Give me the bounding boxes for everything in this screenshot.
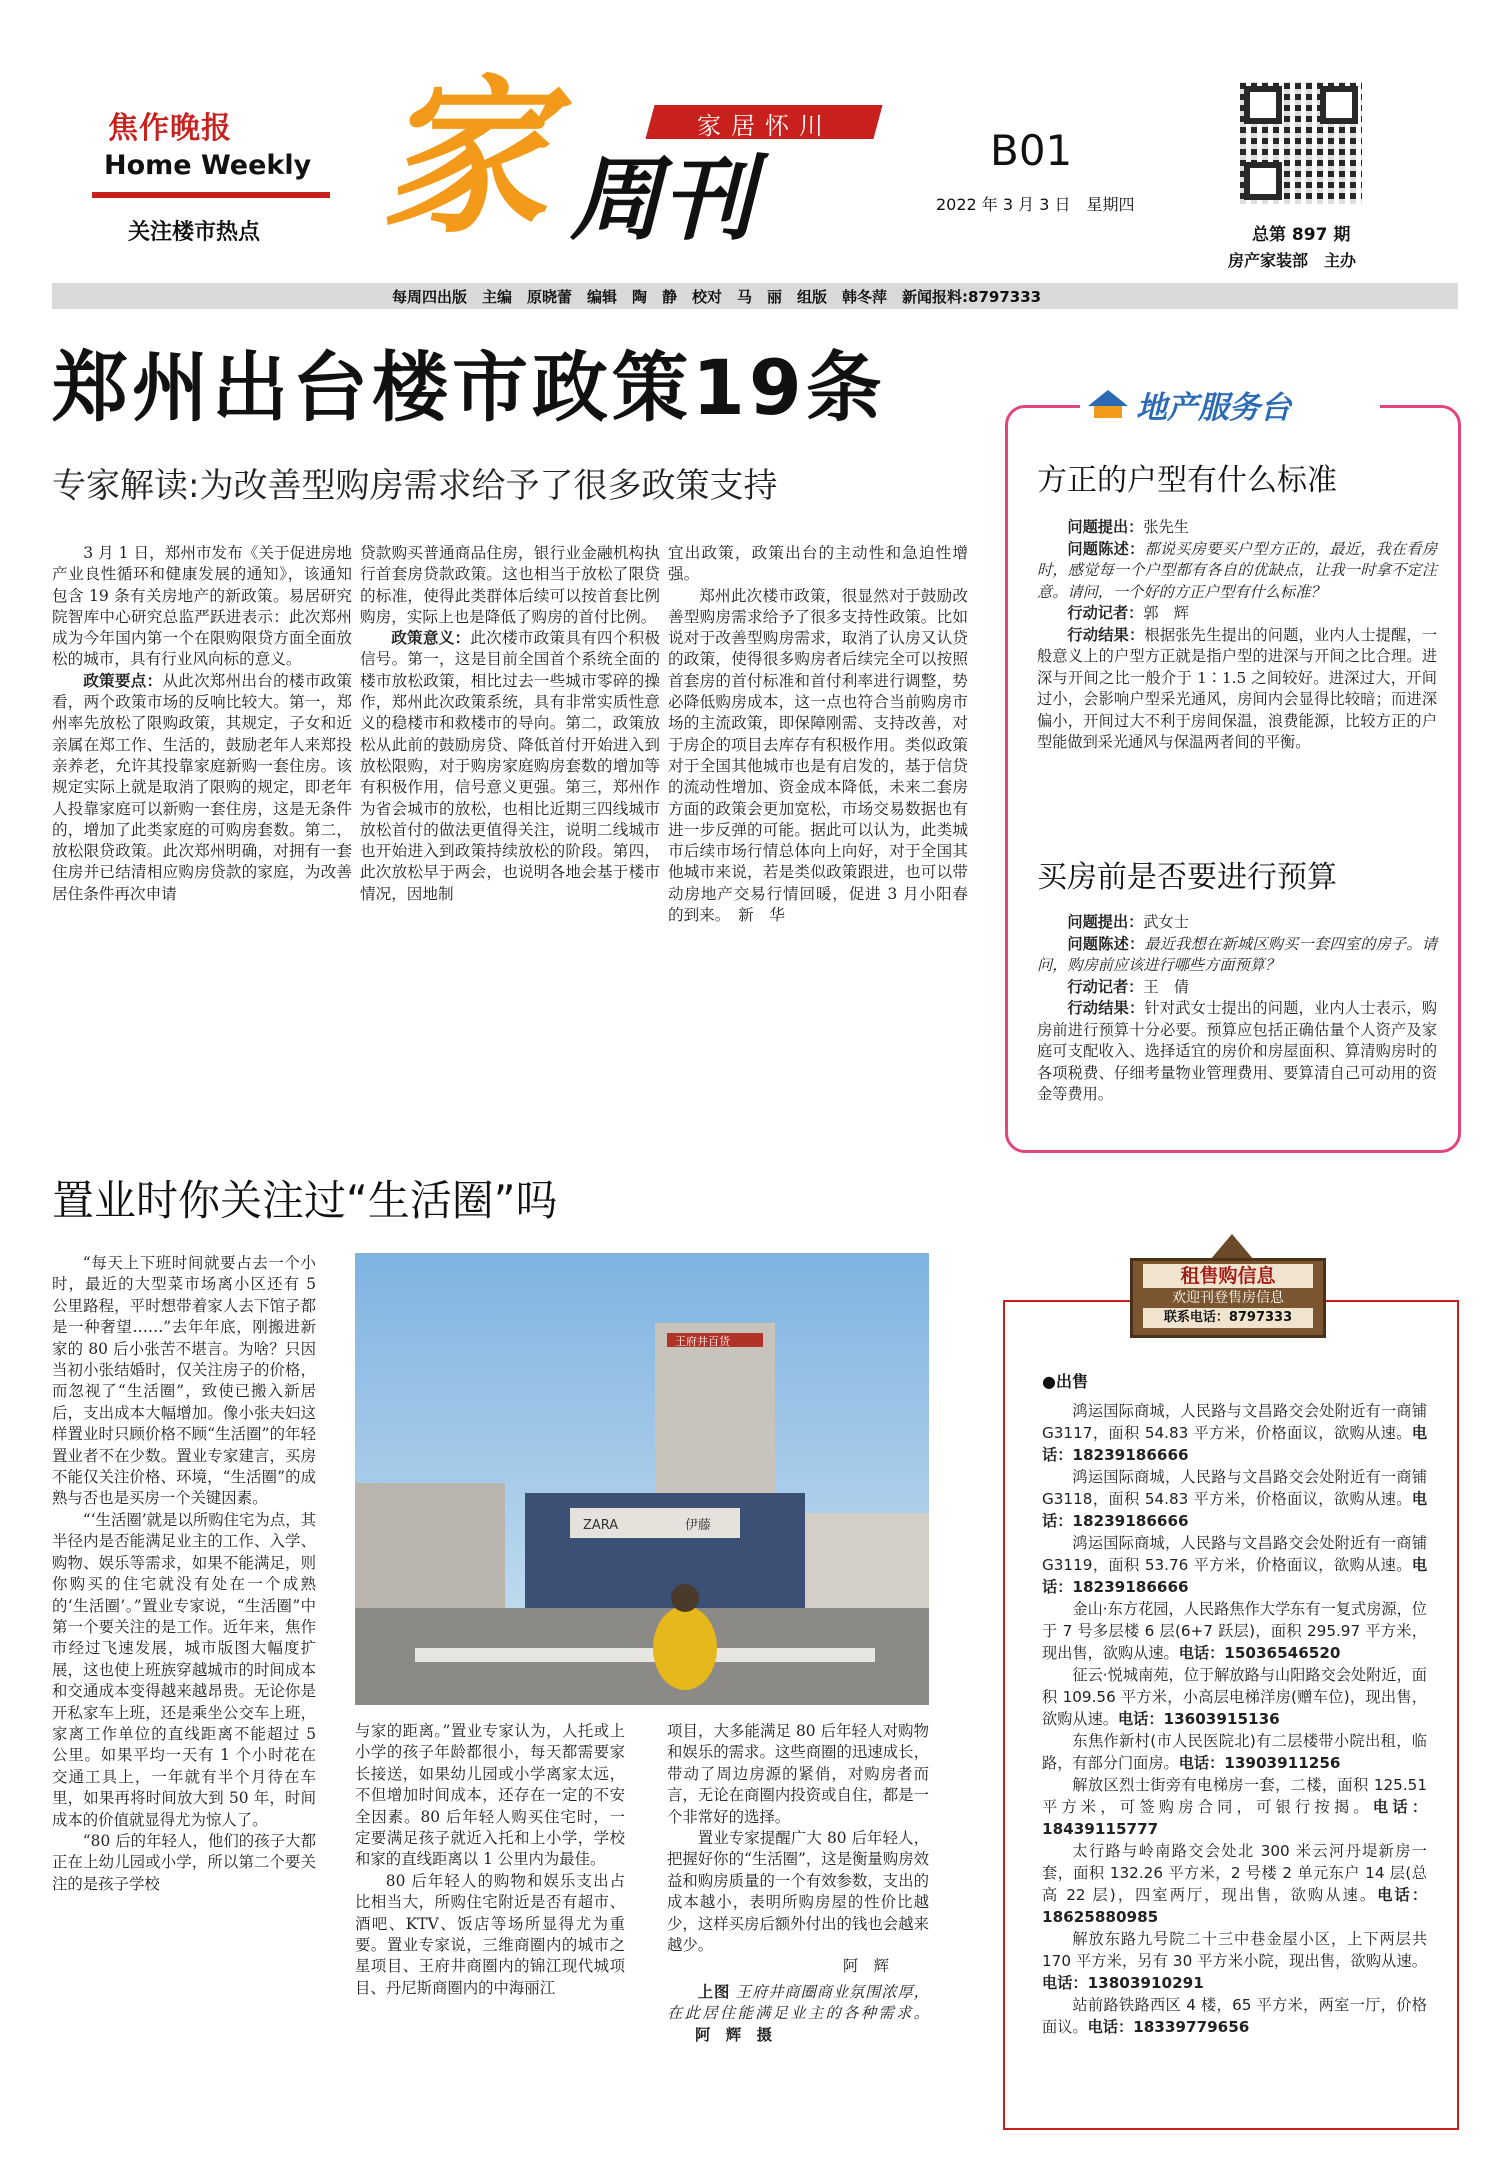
classified-ad-text: 征云·悦城南苑，位于解放路与山阳路交会处附近，面积 109.56 平方米，小高层电梯洋房(赠车位)，现出售，欲购从速。 [1042,1666,1427,1728]
q1-body [1037,517,1437,754]
photo-caption-lead: 上图 [697,1982,731,2001]
feature-photo [355,1253,929,1705]
q1-result-line [1037,625,1437,754]
classified-section: ●出售 [1042,1372,1088,1391]
classified-ad-tel-label: 电话：18339779656 [1087,2018,1250,2036]
info-bar-text: 每周四出版 主编 原晓蕾 编辑 陶 静 校对 马 丽 组版 韩冬萍 新闻报料:8797333 [392,288,1042,306]
q2-body [1037,912,1437,1106]
q2-desc-label: 问题陈述： [1067,934,1145,953]
classified-ad-text: 太行路与岭南路交会处北 300 米云河丹堤新房一套，面积 132.26 平方米，2 号楼 2 单元东户 14 层(总高 22 层)，四室两厅，现出售，欲购从速。 [1042,1842,1427,1904]
classified-ad-text: 东焦作新村(市人民医院北)有二层楼带小院出租，临路，有部分门面房。 [1042,1732,1427,1772]
photo-caption-text: 王府井商圈商业氛围浓厚，在此居住能满足业主的各种需求。 [667,1982,929,2023]
issue-total: 总第 897 期 [1252,225,1351,245]
feat-c1-p2: “‘生活圈’就是以所购住宅为点，其半径内是否能满足业主的工作、入学、购物、娱乐等需求，如果不能满足，则你购买的住宅就没有处在一个成熟的‘生活圈’。”置业专家说，“生活圈”中第一个要关注的是工作。近年来，焦作市经过飞速发展，城市版图大幅度扩展，这也使上班族穿越城市的时间成本和交通成本变得越来越昂贵。无论你是开私家车上班，还是乘坐公交车上班，家离工作单位的直线距离不能超过 5 公里。如果平均一天有 1 个小时花在交通工具上，一年就有半个月待在车里，如果再将时间放大到 50 年，时间成本的价值就显得尤为惊人了。 [52,1510,316,1829]
classified-list [1042,1400,1427,2038]
feat-c2-p2: 80 后年轻人的购物和娱乐支出占比相当大，所购住宅附近是否有超市、酒吧、KTV、饭店等场所显得尤为重要。置业专家说，三维商圈内的城市之星项目、王府井商圈内的锦江现代城项目、丹尼斯商圈内的中海丽江 [355,1871,625,1997]
feature-column-3 [667,1721,929,2046]
lead-c1-bold: 政策要点： [83,671,163,690]
photo-crosswalk [415,1648,875,1662]
classified-ad-text: 解放东路九号院二十三中巷金屋小区，上下两层共 170 平方米，另有 30 平方米小院，现出售，欲购从速。 [1042,1930,1427,1970]
q1-desc: 都说买房要买户型方正的，最近，我在看房时，感觉每一个户型都有各自的优缺点，让我一时拿不定注意。请问，一个好的方正户型有什么标准？ [1037,539,1438,601]
q2-reporter-label: 行动记者： [1067,977,1144,996]
lead-c2-bold: 政策意义： [391,629,471,648]
lead-c3-p1: 宜出政策，政策出台的主动性和急迫性增强。 [668,544,968,584]
classified-ad [1042,1466,1427,1532]
q2-asker: 武女士 [1143,913,1189,931]
photo-sign-3: 伊藤 [685,1518,712,1533]
classified-ad [1042,1400,1427,1466]
photo-sign-1: 王府井百货 [675,1335,730,1348]
photo-caption [667,1982,929,2046]
paper-sub-name: Home Weekly [104,150,312,181]
classified-ad [1042,1994,1427,2038]
q2-result: 针对武女士提出的问题，业内人士表示，购房前进行预算十分必要。预算应包括正确估量个人资产及家庭可支配收入、选择适宜的房价和房屋面积、算清购房时的各项税费、仔细考量物业管理费用、要算清自己可动用的资金等费用。 [1037,999,1438,1103]
classified-hanger [1210,1234,1254,1260]
classified-ad [1042,1532,1427,1598]
classified-subtitle: 欢迎刊登售房信息 [1172,1290,1284,1306]
lead-c1-p2-text: 从此次郑州出台的楼市政策看，两个政策市场的反响比较大。第一，郑州率先放松了限购政策，其规定，子女和近亲属在郑工作、生活的，鼓励老年人来郑投亲养老，允许其投靠家庭新购一套住房。该规定实际上就是取消了限购的规定，即老年人投靠家庭可以新购一套住房，这是无条件的，增加了此类家庭的可购房套数。第二，放松限贷政策。此次郑州明确，对拥有一套住房并已结清相应购房贷款的家庭，为改善居住条件再次申请 [52,671,352,903]
tagline: 关注楼市热点 [128,220,261,245]
house-icon-base [1094,406,1122,418]
feature-author: 阿 辉 [842,1957,889,1976]
classified-ad-tel-label: 电话：13803910291 [1042,1974,1204,1992]
feat-c2-p1: 与家的距离。”置业专家认为，人托或上小学的孩子年龄都很小，每天都需要家长接送，如果幼儿园或小学离家太远，不但增加时间成本，还存在一定的不安全因素。80 后年轻人购买住宅时，一定要满足孩子就近入托和上小学，学校和家的直线距离以 1 公里内为最佳。 [355,1722,625,1869]
q2-title: 买房前是否要进行预算 [1037,860,1337,895]
classified-hotline: 联系电话：8797333 [1143,1308,1313,1328]
lead-c1-p1: 3 月 1 日，郑州市发布《关于促进房地产业良性循环和健康发展的通知》，该通知包含 19 条有关房地产的新政策。易居研究院智库中心研究总监严跃进表示：此次郑州成为今年国内第一个在限购限贷方面全面放松的城市，具有行业风向标的意义。 [52,544,352,669]
masthead-rule [92,192,330,198]
feature-column-2 [355,1721,625,1999]
q1-reporter: 郭 辉 [1143,604,1189,622]
lead-column-2 [360,543,660,905]
logo-big [380,58,900,256]
classified-ad-text: 鸿运国际商城，人民路与文昌路交会处附近有一商铺 G3117，面积 54.83 平方米，价格面议，欲购从速。 [1042,1402,1427,1442]
classified-ad [1042,1840,1427,1928]
q2-result-line [1037,998,1437,1106]
classified-ad-tel-label: 电话：18625880985 [1042,1886,1428,1926]
lead-column-1 [52,543,352,905]
classified-ad-tel-label: 电话：18439115777 [1042,1798,1428,1838]
classified-ad-text: 金山·东方花园，人民路焦作大学东有一复式房源，位于 7 号多层楼 6 层(6+7 跃层)，面积 295.97 平方米，现出售，欲购从速。 [1042,1600,1427,1662]
lead-subtitle: 专家解读:为改善型购房需求给予了很多政策支持 [52,466,778,506]
q2-result-label: 行动结果： [1067,999,1145,1017]
logo-banner-text: 家居怀川 [697,112,833,140]
classified-title: 租售购信息 [1143,1264,1313,1288]
lead-c2-p2-text: 此次楼市政策具有四个积极信号。第一，这是目前全国首个系统全面的楼市放松政策，相比过去一些城市零碎的操作，郑州此次政策系统，具有非常实质性意义的稳楼市和救楼市的导向。第二，政策放松从此前的鼓励房贷、降低首付开始进入到放松限购，对于购房家庭购房套数的增加等有积极作用，信号意义更强。第三，郑州作为省会城市的放松，也相比近期三四线城市放松首付的做法更值得关注，说明二线城市也开始进入到政策持续放松的阶段。第四，此次放松早于两会，也说明各地会基于楼市情况，因地制 [360,629,660,903]
lead-c1-p2 [52,671,352,905]
classified-ad-tel-label: 电话：13903911256 [1178,1754,1341,1772]
photo-right-building [805,1513,929,1608]
logo-char-home: 家 [380,58,548,256]
classified-ad-tel-label: 电话：13603915136 [1117,1710,1280,1728]
classified-ad-tel-label: 电话：18239186666 [1042,1490,1427,1530]
classified-ad-tel-label: 电话：15036546520 [1178,1644,1341,1662]
page-number: B01 [990,126,1073,175]
classified-ad [1042,1774,1427,1840]
feat-c1-p3: “80 后的年轻人，他们的孩子大都正在上幼儿园或小学，所以第二个要关注的是孩子学校 [52,1831,316,1893]
photo-rider-head [671,1584,699,1612]
q1-asker: 张先生 [1143,518,1189,536]
service-desk-title: 地产服务台 [1136,390,1291,426]
q2-desc-line [1037,934,1437,977]
photo-sign-2: ZARA [583,1518,619,1533]
qr-code [1240,82,1362,204]
lead-c2-p1: 贷款购买普通商品住房，银行业金融机构执行首套房贷款政策。这也相当于放松了限贷的标准，使得此类群体后续可以按首套比例购房，实际上也是降低了购房的首付比例。 [360,544,660,626]
q2-desc: 最近我想在新城区购买一套四室的房子。请问，购房前应该进行哪些方面预算？ [1037,934,1438,974]
feat-c3-p1: 项目，大多能满足 80 后年轻人对购物和娱乐的需求。这些商圈的迅速成长，带动了周边房源的紧俏，对购房者而言，无论在商圈内投资或自住，都是一个非常好的选择。 [667,1722,929,1826]
lead-headline: 郑州出台楼市政策19条 [52,343,886,432]
lead-c2-p2 [360,628,660,905]
photo-left-buildings [355,1483,505,1608]
q1-result: 根据张先生提出的问题，业内人士提醒，一般意义上的户型方正就是指户型的进深与开间之比合理。进深与开间之比一般介于 1∶1.5 之间较好。进深过大，开间过小，会影响户型采光通风，房间内会显得比较暗；而进深偏小，开间过大不利于房间保温，浪费能源，比较方正的户型能做到采光通风与保温两者间的平衡。 [1037,625,1438,751]
q1-result-label: 行动结果： [1067,625,1145,644]
logo-chars-weekly: 周刊 [570,146,755,253]
q2-asker-line [1037,912,1437,934]
q1-desc-line [1037,539,1437,604]
classified-ad [1042,1664,1427,1730]
feat-c1-p1: “每天上下班时间就要占去一个小时，最近的大型菜市场离小区还有 5 公里路程，平时想带着家人去下馆子都是一种奢望……”去年年底，刚搬进新家的 80 后小张苦不堪言。为啥？只因当初小张结婚时，仅关注房子的价格，而忽视了“生活圈”，致使已搬入新居后，支出成本大幅增加。像小张夫妇这样置业时只顾价格不顾“生活圈”的年轻置业者不在少数。置业专家建言，买房不能仅关注价格、环境，“生活圈”的成熟与否也是买房一个关键因素。 [52,1254,316,1508]
masthead [0,0,1488,285]
house-icon [1088,390,1128,406]
q1-asker-line [1037,517,1437,539]
q1-reporter-line [1037,603,1437,625]
classified-ad-tel-label: 电话：18239186666 [1042,1424,1427,1464]
feature-column-1 [52,1253,316,1895]
q1-desc-label: 问题陈述： [1067,539,1145,558]
classified-ad-text: 鸿运国际商城，人民路与文昌路交会处附近有一商铺 G3119，面积 53.76 平方米，价格面议，欲购从速。 [1042,1534,1427,1574]
classified-ad-text: 解放区烈士街旁有电梯房一套，二楼，面积 125.51 平方米，可签购房合同，可银行按揭。 [1042,1776,1427,1816]
classified-ad-text: 站前路铁路西区 4 楼，65 平方米，两室一厅，价格面议。 [1042,1996,1427,2036]
classified-ad [1042,1598,1427,1664]
service-desk-header [1080,380,1380,428]
q1-asker-label: 问题提出： [1067,518,1144,536]
feat-c3-p2: 置业专家提醒广大 80 后年轻人，把握好你的“生活圈”，这是衡量购房效益和购房质量的一个有效参数，支出的成本越小，表明所购房屋的性价比越少，这样买房后额外付出的钱也会越来越少。 [667,1829,929,1955]
q1-title: 方正的户型有什么标准 [1037,463,1337,498]
info-bar [52,283,1458,309]
lead-column-3 [668,543,968,926]
classified-ad-text: 鸿运国际商城，人民路与文昌路交会处附近有一商铺 G3118，面积 54.83 平方米，价格面议，欲购从速。 [1042,1468,1427,1508]
issue-date: 2022 年 3 月 3 日 星期四 [936,195,1135,214]
classified-sign [1130,1258,1326,1338]
photo-credit: 阿 辉 摄 [695,2025,772,2044]
sponsor: 房产家装部 主办 [1228,251,1357,270]
photo-rider [653,1606,717,1690]
feature-headline: 置业时你关注过“生活圈”吗 [52,1176,558,1225]
classified-ad [1042,1928,1427,1994]
classified-ad [1042,1730,1427,1774]
q2-asker-label: 问题提出： [1067,913,1144,931]
q2-reporter: 王 倩 [1143,977,1189,996]
paper-name: 焦作晚报 [108,111,232,146]
q2-reporter-line [1037,977,1437,999]
q1-reporter-label: 行动记者： [1067,604,1144,622]
lead-c3-p2: 郑州此次楼市政策，很显然对于鼓励改善型购房需求给予了很多支持性政策。比如说对于改善型购房需求，取消了认房又认贷的政策，使得很多购房者后续完全可以按照首套房的首付标准和首付利率进行调整，势必降低购房成本，这一点也符合当前购房市场的主流政策，即保障刚需、支持改善，对于房企的项目去库存有积极作用。类似政策对于全国其他城市也是有启发的，基于信贷的流动性增加、资金成本降低，未来二套房方面的政策会更加宽松，市场交易数据也有进一步反弹的可能。据此可以认为，此类城市后续市场行情总体向上向好，对于全国其他城市来说，若是类似政策跟进，也可以带动房地产交易行情回暖，促进 3 月小阳春的到来。 新 华 [668,586,968,925]
classified-ad-tel-label: 电话：18239186666 [1042,1556,1427,1596]
